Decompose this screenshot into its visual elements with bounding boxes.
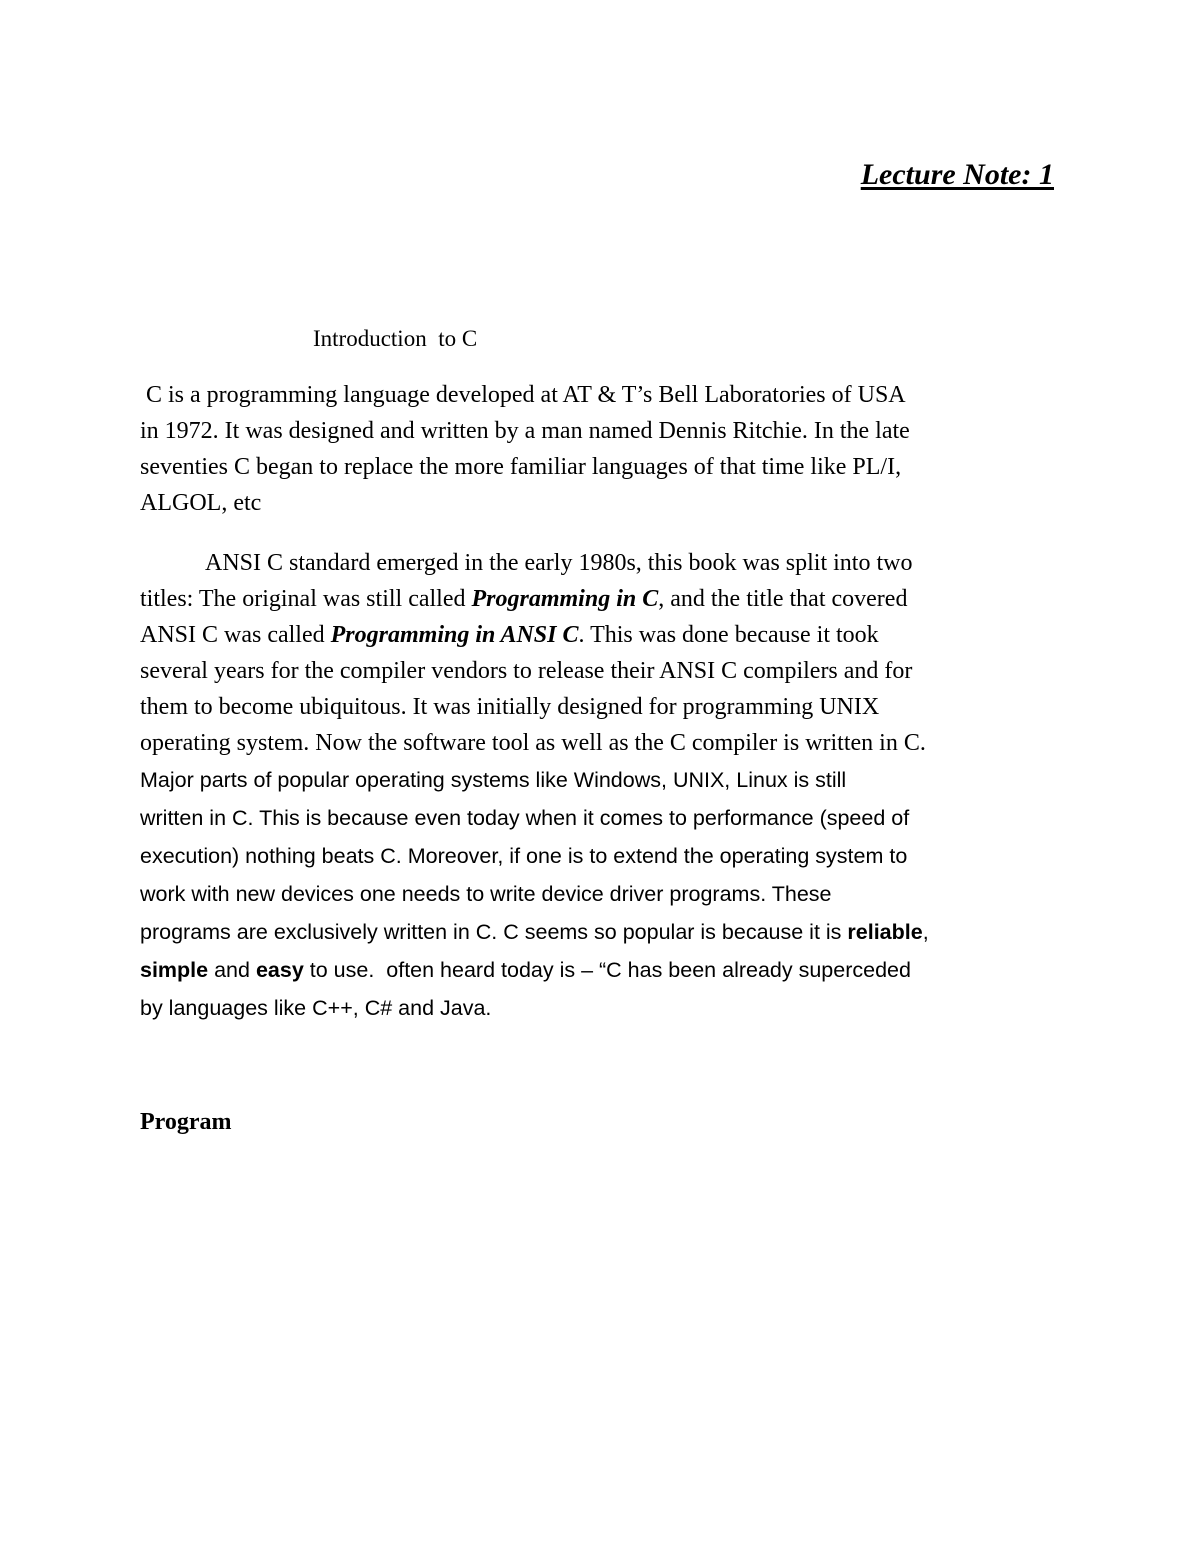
paragraph-line: ALGOL, etc	[140, 490, 262, 516]
document-title: Introduction to C	[313, 326, 478, 351]
paragraph-text: ANSI C standard emerged in the early 1980s, this book was split into two	[205, 550, 913, 576]
paragraph-line: seventies C began to replace the more familiar languages of that time like PL/I,	[140, 454, 902, 480]
paragraph-text: . This was done because it took	[578, 622, 879, 648]
paragraph-line: in 1972. It was designed and written by a man named Dennis Ritchie. In the late	[140, 418, 910, 444]
paragraph-text: ANSI C was called	[140, 622, 331, 648]
paragraph-line	[140, 951, 1060, 989]
emphasis-easy: easy	[255, 958, 304, 982]
paragraph-line	[140, 545, 1060, 581]
paragraph-line	[140, 581, 1060, 617]
paragraph-text: , and the title that covered	[658, 586, 908, 612]
book-title-programming-in-ansi-c: Programming in ANSI C	[330, 622, 579, 648]
paragraph-ansi	[140, 545, 1060, 1027]
paragraph-text: titles: The original was still called	[140, 586, 472, 612]
paragraph-line	[140, 617, 1060, 653]
paragraph-text: ,	[922, 920, 929, 944]
paragraph-line: by languages like C++, C# and Java.	[140, 996, 492, 1020]
paragraph-line: work with new devices one needs to write device driver programs. These	[140, 882, 832, 906]
paragraph-line: Major parts of popular operating systems like Windows, UNIX, Linux is still	[140, 768, 847, 792]
paragraph-line: several years for the compiler vendors to release their ANSI C compilers and for	[140, 658, 913, 684]
paragraph-line: C is a programming language developed at AT & T’s Bell Laboratories of USA	[140, 382, 906, 408]
paragraph-line	[140, 913, 1060, 951]
emphasis-reliable: reliable	[847, 920, 923, 944]
paragraph-line: execution) nothing beats C. Moreover, if one is to extend the operating system to	[140, 844, 908, 868]
paragraph-line: them to become ubiquitous. It was initially designed for programming UNIX	[140, 694, 880, 720]
paragraph-text: to use. often heard today is – “C has been already superceded	[303, 958, 911, 982]
paragraph-line: written in C. This is because even today when it comes to performance (speed of	[140, 806, 910, 830]
paragraph-line: operating system. Now the software tool as well as the C compiler is written in C.	[140, 730, 926, 756]
paragraph-intro	[140, 377, 1060, 521]
lecture-note-heading: Lecture Note: 1	[860, 158, 1054, 191]
emphasis-simple: simple	[140, 958, 209, 982]
paragraph-text: and	[208, 958, 256, 982]
program-heading: Program	[140, 1109, 232, 1135]
paragraph-text: programs are exclusively written in C. C seems so popular is because it is	[140, 920, 848, 944]
book-title-programming-in-c: Programming in C	[471, 586, 659, 612]
